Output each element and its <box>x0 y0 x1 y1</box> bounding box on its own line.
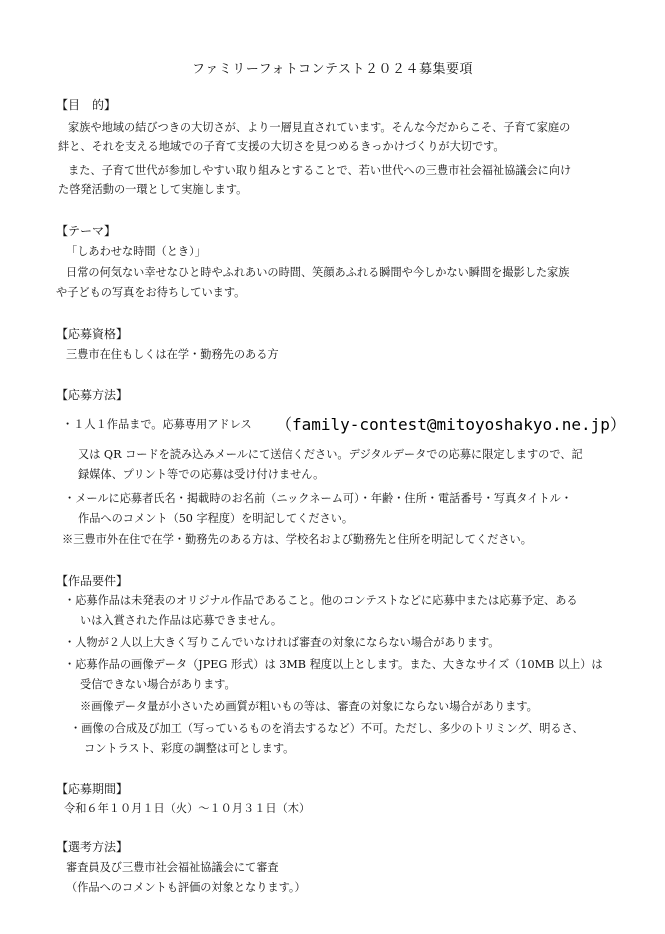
purpose-line: 絆と、それを支える地域での子育て支援の大切さを見つめるきっかけづくりが大切です。 <box>58 140 505 153</box>
theme-line: 日常の何気ない幸せなひと時やふれあいの時間、笑顔あふれる瞬間や今しかない瞬間を撮影した家族 <box>66 266 570 279</box>
contest-email-address: （family-contest@mitoyoshakyo.ne.jp） <box>276 415 626 434</box>
method-line: 作品へのコメント（50 字程度）を明記してください。 <box>78 512 354 525</box>
page-title: ファミリーフォトコンテスト２０２４募集要項 <box>192 62 473 77</box>
requirements-heading: 【作品要件】 <box>56 574 129 588</box>
purpose-line: また、子育て世代が参加しやすい取り組みとすることで、若い世代への三豊市社会福祉協議会に向け <box>68 164 572 177</box>
method-line: 録媒体、プリント等での応募は受け付けません。 <box>78 468 325 481</box>
requirements-line: いは入賞された作品は応募できません。 <box>80 614 283 627</box>
requirements-line: ・応募作品の画像データ（JPEG 形式）は 3MB 程度以上とします。また、大きなサイズ（10MB 以上）は <box>64 658 603 671</box>
requirements-line: ・人物が２人以上大きく写りこんでいなければ審査の対象にならない場合があります。 <box>64 636 500 649</box>
requirements-line: ・応募作品は未発表のオリジナル作品であること。他のコンテストなどに応募中または応募予定、ある <box>64 594 578 607</box>
method-line: ・メールに応募者氏名・掲載時のお名前（ニックネーム可）・年齢・住所・電話番号・写真タイトル・ <box>64 492 573 505</box>
requirements-line: ・画像の合成及び加工（写っているものを消去するなど）不可。ただし、多少のトリミング、明るさ、 <box>70 722 584 735</box>
period-line: 令和６年１０月１日（火）～１０月３１日（木） <box>64 802 311 815</box>
requirements-note: ※画像データ量が小さいため画質が粗いもの等は、審査の対象にならない場合があります。 <box>80 700 538 713</box>
selection-line: 審査員及び三豊市社会福祉協議会にて審査 <box>66 861 279 874</box>
purpose-line: 家族や地域の結びつきの大切さが、より一層見直されています。そんな今だからこそ、子育て家庭の <box>68 121 571 134</box>
purpose-line: た啓発活動の一環として実施します。 <box>58 183 248 196</box>
theme-line: や子どもの写真をお待ちしています。 <box>56 286 246 299</box>
eligibility-line: 三豊市在住もしくは在学・勤務先のある方 <box>66 348 279 361</box>
eligibility-heading: 【応募資格】 <box>56 327 129 341</box>
method-line: ・１人１作品まで。応募専用アドレス <box>62 418 252 431</box>
selection-heading: 【選考方法】 <box>56 840 129 854</box>
theme-heading: 【テーマ】 <box>56 224 117 238</box>
method-heading: 【応募方法】 <box>56 388 129 402</box>
requirements-line: コントラスト、彩度の調整は可とします。 <box>84 742 295 755</box>
period-heading: 【応募期間】 <box>56 782 129 796</box>
requirements-line: 受信できない場合があります。 <box>80 678 236 691</box>
method-line: 又は QR コードを読み込みメールにて送信ください。デジタルデータでの応募に限定しますので、記 <box>78 448 583 461</box>
theme-line: 「しあわせな時間（とき）」 <box>66 245 206 258</box>
purpose-heading: 【目 的】 <box>56 98 117 112</box>
selection-line: （作品へのコメントも評価の対象となります。） <box>66 881 306 894</box>
method-note: ※三豊市外在住で在学・勤務先のある方は、学校名および勤務先と住所を明記してください。 <box>62 533 532 546</box>
